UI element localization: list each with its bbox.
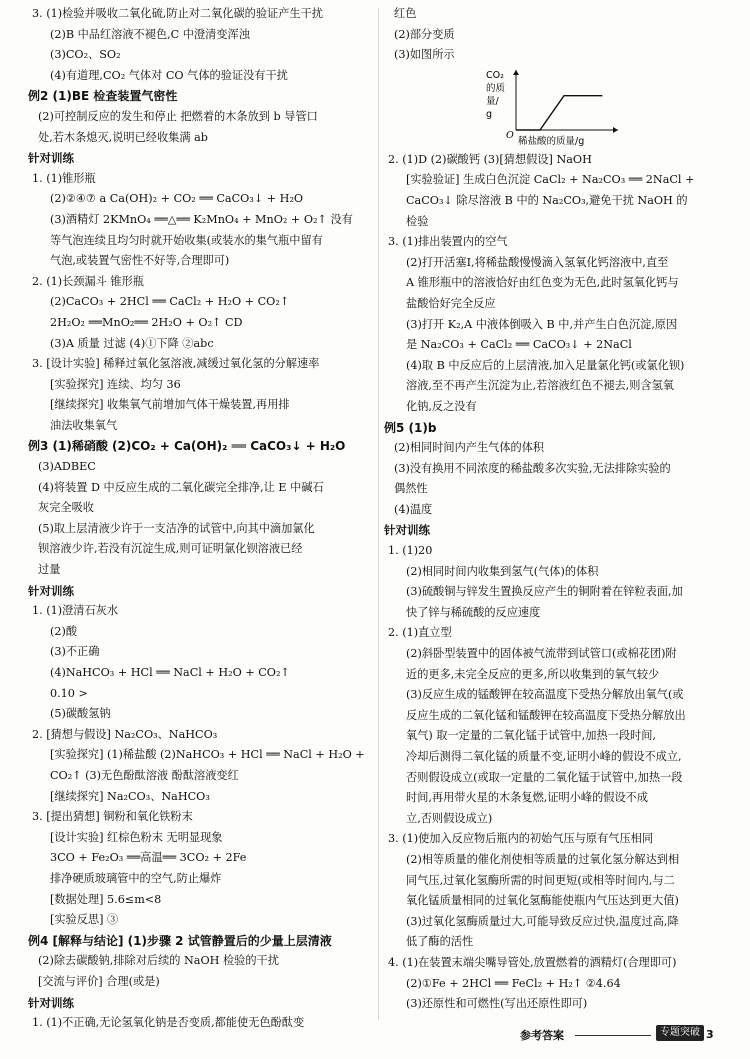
answer-line: (2)可控制反应的发生和停止 把燃着的木条放到 b 导管口	[38, 109, 318, 123]
answer-line: CO₂↑ (3)无色酚酞溶液 酚酞溶液变红	[50, 768, 239, 782]
answer-line: 3. (1)检验并吸收二氧化硫,防止对二氧化碳的验证产生干扰	[32, 7, 323, 20]
answer-line: 红色	[394, 7, 417, 20]
answer-line: (2)B 中品红溶液不褪色,C 中澄清变浑浊	[50, 27, 250, 41]
answer-line: 等气泡连续且均匀时就开始收集(或装水的集气瓶中留有	[50, 233, 323, 247]
answer-line: 3. (1)使加入反应物后瓶内的初始气压与原有气压相同	[388, 832, 654, 846]
answer-line: (4)取 B 中反应后的上层清液,加入足量氯化钙(或氯化钡)	[406, 358, 685, 372]
example-heading: 例2 (1)BE 检查装置气密性	[28, 89, 178, 104]
answer-line: 否则假设成立(或取一定量的二氧化锰于试管中,加热一段	[406, 770, 683, 784]
answer-line: (4)NaHCO₃ + HCl ══ NaCl + H₂O + CO₂↑	[50, 666, 290, 679]
x-axis-label: 稀盐酸的质量/g	[518, 135, 585, 146]
answer-line: (3)不正确	[50, 645, 100, 659]
answer-line: 立,否则假设成立)	[406, 811, 493, 825]
answer-line: 时间,再用带火星的木条复燃,证明小峰的假设不成	[406, 791, 649, 805]
left-column	[28, 4, 373, 1034]
answer-line: 氧化锰质量相同的过氧化氢酶能使瓶内气压达到更大值)	[406, 894, 679, 908]
answer-line: 1. (1)澄清石灰水	[32, 604, 119, 618]
example-heading: 例4 [解释与结论] (1)步骤 2 试管静置后的少量上层清液	[28, 933, 332, 948]
answer-line: (3)A 质量 过滤 (4)①下降 ②abc	[50, 336, 214, 350]
answer-line: 油法收集氧气	[50, 418, 118, 432]
section-heading: 针对训练	[28, 151, 74, 166]
section-tag: 专题突破	[656, 1025, 704, 1041]
answer-line: 检验	[406, 214, 429, 228]
answer-line: (2)除去碳酸钠,排除对后续的 NaOH 检验的干扰	[38, 954, 279, 968]
answer-line: 3. [提出猜想] 铜粉和氧化铁粉末	[32, 810, 193, 824]
answer-line: [继续探究] 收集氧气前增加气体干燥装置,再用排	[50, 398, 290, 412]
answer-line: (2)相同时间内产生气体的体积	[394, 441, 545, 455]
answer-line: (2)酸	[50, 624, 78, 638]
answer-line: 排净硬质玻璃管中的空气,防止爆炸	[50, 871, 222, 885]
answer-line: (2)②④⑦ a Ca(OH)₂ + CO₂ ══ CaCO₃↓ + H₂O	[50, 192, 304, 206]
answer-line: (3)打开 K₂,A 中液体倒吸入 B 中,并产生白色沉淀,原因	[406, 317, 678, 331]
column-divider	[378, 8, 379, 1020]
answer-line: [继续探究] Na₂CO₃、NaHCO₃	[50, 789, 210, 803]
y-axis-label: CO₂ 的质量/ g	[486, 69, 506, 120]
answer-line: (4)将装置 D 中反应生成的二氧化碳完全排净,让 E 中碱石	[38, 480, 324, 494]
answer-line: 1. (1)不正确,无论氢氧化钠是否变质,都能使无色酚酞变	[32, 1016, 305, 1030]
section-heading: 针对训练	[384, 523, 430, 538]
answer-line: 3. (1)排出装置内的空气	[388, 235, 508, 249]
answer-line: [交流与评价] 合理(或是)	[38, 974, 160, 988]
co2-series-line	[516, 95, 602, 129]
answer-line: 4. (1)在装置末端尖嘴导管处,放置燃着的酒精灯(合理即可)	[388, 955, 677, 969]
answer-line: 过量	[38, 563, 61, 577]
answer-line: 是 Na₂CO₃ + CaCl₂ ══ CaCO₃↓ + 2NaCl	[406, 338, 632, 352]
answer-line: (2)相同时间内收集到氢气(气体)的体积	[406, 564, 599, 578]
answer-line: (5)取上层清液少许于一支洁净的试管中,向其中滴加氯化	[38, 521, 315, 535]
answer-line: 2. [猜想与假设] Na₂CO₃、NaHCO₃	[32, 727, 218, 741]
co2-mass-chart	[384, 68, 722, 146]
example-heading: 例5 (1)b	[384, 420, 437, 435]
answer-line: [设计实验] 红棕色粉末 无明显现象	[50, 830, 223, 844]
answer-line: 偶然性	[394, 482, 428, 496]
answer-line: (3)酒精灯 2KMnO₄ ══△══ K₂MnO₄ + MnO₂ + O₂↑ 没有	[50, 212, 353, 226]
answer-line: (3)过氧化氢酶质量过大,可能导致反应过快,温度过高,降	[406, 914, 679, 928]
answer-line: 反应生成的二氧化锰和锰酸钾在较高温度下受热分解放出	[406, 708, 686, 722]
answer-line: [实验探究] (1)稀盐酸 (2)NaHCO₃ + HCl ══ NaCl + H₂O +	[50, 748, 365, 762]
answer-line: 1. (1)20	[388, 544, 433, 558]
answer-line: 同气压,过氧化氢酶所需的时间更短(或相等时间内,与二	[406, 873, 675, 887]
answer-line: 近的更多,未完全反应的更多,所以收集到的氧气较少	[406, 667, 660, 681]
footer-rule	[575, 1035, 651, 1036]
answer-line: (4)有道理,CO₂ 气体对 CO 气体的验证没有干扰	[50, 68, 288, 82]
answer-line: (3)CO₂、SO₂	[50, 48, 121, 62]
answer-line: (2)相等质量的催化剂使相等质量的过氧化氢分解达到相	[406, 852, 680, 866]
answer-line: 气泡,或装置气密性不好等,合理即可)	[50, 254, 230, 268]
answer-line: 3CO + Fe₂O₃ ══高温══ 3CO₂ + 2Fe	[50, 851, 247, 865]
answer-key-label: 参考答案	[520, 1029, 564, 1042]
answer-line: (4)温度	[394, 502, 433, 516]
answer-line: (2)①Fe + 2HCl ══ FeCl₂ + H₂↑ ②4.64	[406, 976, 621, 990]
answer-line: 灰完全吸收	[38, 501, 94, 515]
answer-line: 2H₂O₂ ══MnO₂══ 2H₂O + O₂↑ CD	[50, 315, 243, 329]
answer-line: 盐酸恰好完全反应	[406, 296, 496, 310]
answer-line: 低了酶的活性	[406, 935, 474, 949]
answer-line: (2)CaCO₃ + 2HCl ══ CaCl₂ + H₂O + CO₂↑	[50, 295, 290, 309]
answer-line: (3)如图所示	[394, 48, 455, 62]
answer-line: 钡溶液少许,若没有沉淀生成,则可证明氯化钡溶液已经	[38, 542, 303, 556]
answer-line: [实验验证] 生成白色沉淀 CaCl₂ + Na₂CO₃ ══ 2NaCl +	[406, 173, 695, 187]
answer-line: [实验反思] ③	[50, 913, 119, 927]
section-heading: 针对训练	[28, 583, 74, 598]
answer-line: (5)碳酸氢钠	[50, 707, 111, 721]
y-axis-arrow	[513, 70, 519, 75]
answer-line: (3)没有换用不同浓度的稀盐酸多次实验,无法排除实验的	[394, 461, 671, 475]
answer-line: 2. (1)直立型	[388, 626, 452, 640]
answer-line: (2)斜卧型装置中的固体被气流带到试管口(或棉花团)附	[406, 647, 677, 661]
answer-line: 快了锌与稀硫酸的反应速度	[406, 605, 541, 619]
answer-line: 化钠,反之没有	[406, 399, 477, 413]
x-axis-arrow	[613, 127, 618, 133]
answer-line: 氧气) 取一定量的二氧化锰于试管中,加热一段时间,	[406, 729, 656, 743]
answer-line: 3. [设计实验] 稀释过氧化氢溶液,减缓过氧化氢的分解速率	[32, 357, 320, 371]
origin-label: O	[506, 129, 514, 141]
right-column	[384, 4, 722, 1015]
answer-line: 冷却后测得二氧化锰的质量不变,证明小峰的假设不成立,	[406, 750, 682, 763]
answer-line: (3)ADBEC	[38, 460, 96, 474]
answer-line: 处,若木条熄灭,说明已经收集满 ab	[38, 130, 208, 144]
answer-line: (3)反应生成的锰酸钾在较高温度下受热分解放出氧气(或	[406, 688, 684, 702]
page-footer	[0, 1020, 750, 1059]
page-number: 3	[706, 1028, 714, 1041]
answer-line: (2)打开活塞Ⅰ,将稀盐酸慢慢滴入氢氧化钙溶液中,直至	[406, 255, 669, 269]
answer-line: (3)硫酸铜与锌发生置换反应产生的铜附着在锌粒表面,加	[406, 585, 683, 599]
answer-line: 1. (1)锥形瓶	[32, 171, 96, 185]
answer-line: 0.10 >	[50, 686, 88, 700]
example-heading: 例3 (1)稀硝酸 (2)CO₂ + Ca(OH)₂ ══ CaCO₃↓ + H₂O	[28, 439, 346, 454]
answer-line: (3)还原性和可燃性(写出还原性即可)	[406, 997, 588, 1011]
answer-line: 2. (1)长颈漏斗 锥形瓶	[32, 274, 144, 288]
section-heading: 针对训练	[28, 995, 74, 1010]
answer-line: CaCO₃↓ 除尽溶液 B 中的 Na₂CO₃,避免干扰 NaOH 的	[406, 193, 688, 207]
answer-line: 2. (1)D (2)碳酸钙 (3)[猜想假设] NaOH	[388, 152, 592, 166]
answer-line: [实验探究] 连续、均匀 36	[50, 377, 181, 391]
answer-line: A 锥形瓶中的溶液恰好由红色变为无色,此时氢氧化钙与	[406, 276, 679, 290]
answer-line: (2)部分变质	[394, 27, 455, 41]
answer-line: 溶液,至不再产生沉淀为止,若溶液红色不褪去,则含氢氧	[406, 379, 674, 393]
chart-svg	[484, 68, 624, 146]
answer-line: [数据处理] 5.6≤m<8	[50, 892, 162, 906]
